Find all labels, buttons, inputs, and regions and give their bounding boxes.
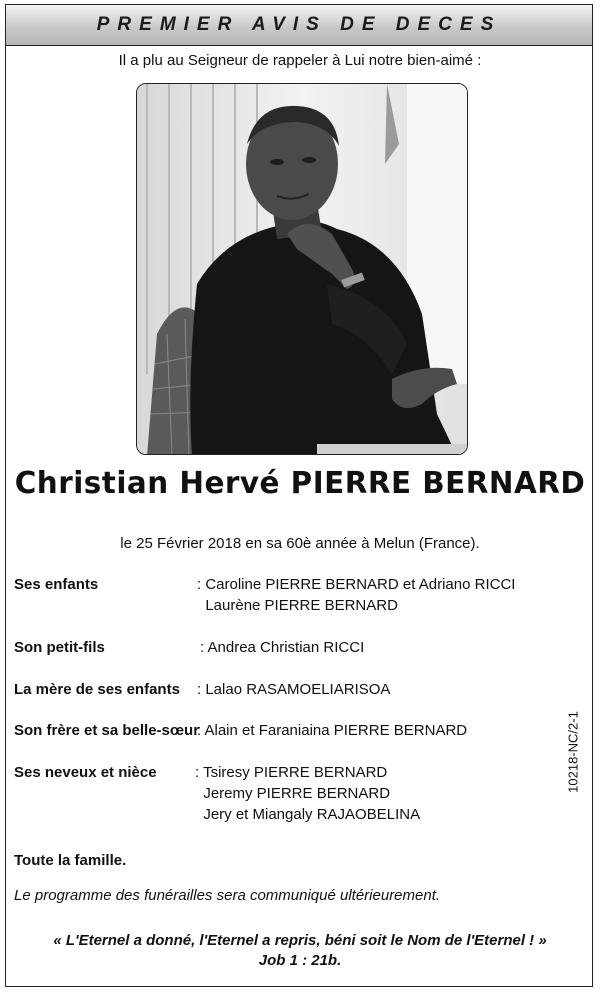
notice-banner [5, 4, 593, 46]
closing-text: Toute la famille. [14, 852, 127, 869]
family-value: Jery et Miangaly RAJAOBELINA [195, 806, 421, 823]
family-value: : Alain et Faraniaina PIERRE BERNARD [197, 722, 468, 739]
intro-text: Il a plu au Seigneur de rappeler à Lui notre bien-aimé : [118, 52, 482, 69]
quote-reference: Job 1 : 21b. [258, 952, 342, 969]
program-note: Le programme des funérailles sera communiqué ultérieurement. [14, 887, 441, 904]
family-value: : Tsiresy PIERRE BERNARD [195, 764, 388, 781]
banner-title: PREMIER AVIS DE DECES [96, 14, 502, 35]
family-label: Son petit-fils [14, 639, 105, 656]
death-info: le 25 Février 2018 en sa 60è année à Melun (France). [120, 535, 480, 552]
scripture-quote [0, 931, 600, 971]
family-value: Jeremy PIERRE BERNARD [195, 785, 391, 802]
portrait-illustration [137, 84, 468, 455]
family-value: Laurène PIERRE BERNARD [197, 597, 398, 614]
family-value: : Caroline PIERRE BERNARD et Adriano RICCI [197, 576, 516, 593]
family-label: La mère de ses enfants [14, 681, 180, 698]
family-value: : Lalao RASAMOELIARISOA [197, 681, 391, 698]
family-label: Ses neveux et nièce [14, 764, 157, 781]
portrait-photo [136, 83, 468, 455]
reference-code: 10218-NC/2-1 [565, 711, 581, 793]
family-label: Ses enfants [14, 576, 99, 593]
family-value: : Andrea Christian RICCI [200, 639, 365, 656]
family-label: Son frère et sa belle-sœur [14, 722, 200, 739]
deceased-name: Christian Hervé PIERRE BERNARD [14, 466, 586, 501]
quote-text: « L'Eternel a donné, l'Eternel a repris, béni soit le Nom de l'Eternel ! » [53, 932, 547, 949]
